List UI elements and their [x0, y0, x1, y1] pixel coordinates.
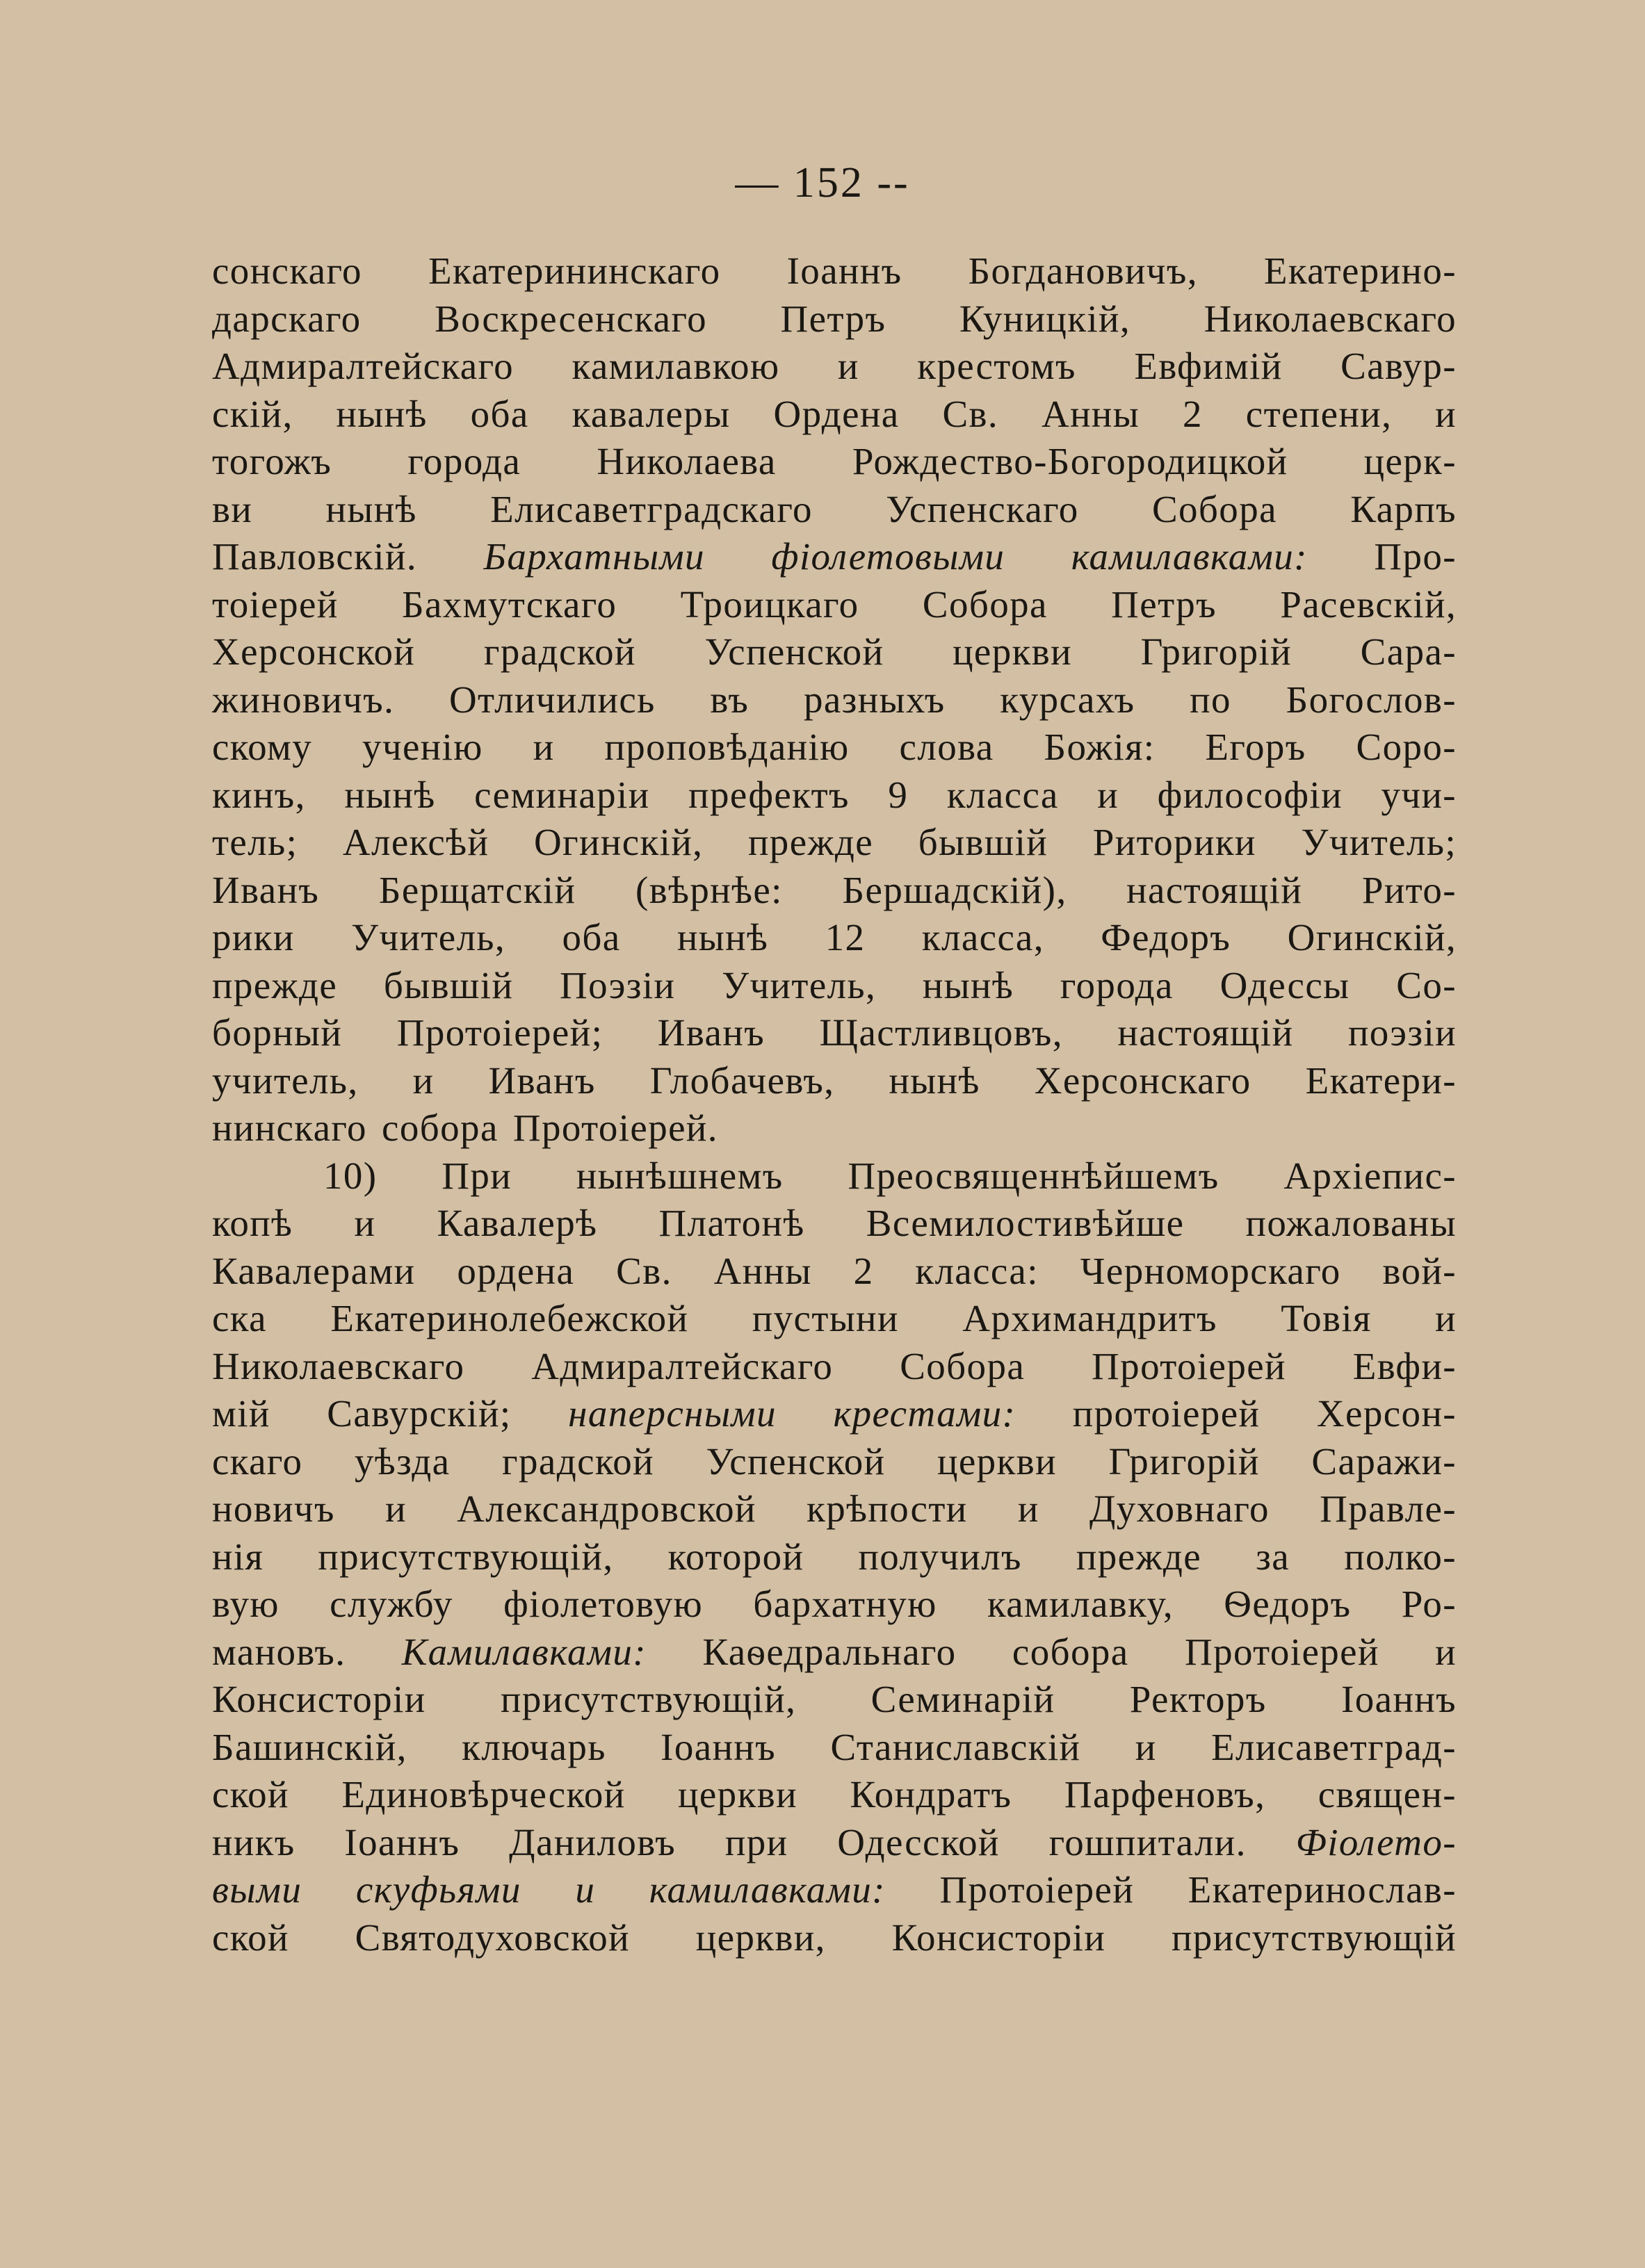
text-line: [212, 867, 1457, 915]
line-text: скій, нынѣ оба кавалеры Ордена Св. Анны 2 степени, и: [212, 392, 1457, 435]
text-line: [212, 438, 1457, 486]
line-text: тель; Алексѣй Огинскій, прежде бывшій Риторики Учитель;: [212, 821, 1457, 863]
text-line: [212, 1438, 1457, 1486]
text-line: [212, 343, 1457, 391]
line-text: Иванъ Берщатскій (вѣрнѣе: Бершадскій), настоящій Рито-: [212, 868, 1457, 911]
line-text: борный Протоіерей; Иванъ Щастливцовъ, настоящій поэзіи: [212, 1011, 1457, 1054]
line-text: скому ученію и проповѣданію слова Божія: Егоръ Соро-: [212, 726, 1457, 768]
line-text: рики Учитель, оба нынѣ 12 класса, Федоръ Огинскій,: [212, 916, 1457, 958]
text-line: [212, 533, 1457, 581]
page-number: — 152 --: [735, 159, 910, 206]
text-line: [212, 1343, 1457, 1391]
text-line: [212, 486, 1457, 534]
text-line: [212, 772, 1457, 819]
line-text: Херсонской градской Успенской церкви Григорій Сара-: [212, 630, 1457, 673]
line-text: Адмиралтейскаго камилавкою и крестомъ Евфимій Савур-: [212, 345, 1457, 387]
text-line: [212, 676, 1457, 724]
text-line: [212, 1724, 1457, 1772]
line-text: дарскаго Воскресенскаго Петръ Куницкій, Николаевскаго: [212, 297, 1457, 340]
text-line: [212, 628, 1457, 676]
text-line: [212, 1629, 1457, 1676]
text-line: [212, 1581, 1457, 1629]
line-text: Башинскій, ключарь Іоаннъ Станиславскій и Елисаветград-: [212, 1725, 1457, 1768]
text-line: [212, 1485, 1457, 1533]
text-line: [212, 1676, 1457, 1724]
line-text: Кавалерами ордена Св. Анны 2 класса: Черноморскаго вой-: [212, 1249, 1457, 1292]
text-line: [212, 1771, 1457, 1819]
line-text: прежде бывшій Поэзіи Учитель, нынѣ города Одессы Со-: [212, 963, 1457, 1006]
line-text: никъ Іоаннъ Даниловъ при Одесской гошпитали.: [212, 1820, 1296, 1863]
text-line: [212, 581, 1457, 629]
line-text: нія присутствующій, которой получилъ прежде за полко-: [212, 1535, 1457, 1578]
text-line: [212, 914, 1457, 962]
text-line: [212, 1914, 1457, 1962]
line-text: кинъ, нынѣ семинаріи префектъ 9 класса и философіи учи-: [212, 773, 1457, 816]
line-text: новичъ и Александровской крѣпости и Духовнаго Правле-: [212, 1487, 1457, 1530]
line-text: жиновичъ. Отличились въ разныхъ курсахъ по Богослов-: [212, 678, 1457, 721]
line-text: мій Савурскій;: [212, 1392, 569, 1435]
line-text: ской Единовѣрческой церкви Кондратъ Парфеновъ, священ-: [212, 1773, 1457, 1816]
line-text: нинскаго собора Протоіерей.: [212, 1107, 718, 1149]
paragraph-2: [212, 1152, 1457, 1962]
text-line: [212, 724, 1457, 772]
paragraph-1: [212, 247, 1457, 1152]
line-text: протоіерей Херсон-: [1016, 1392, 1457, 1435]
text-line: [212, 962, 1457, 1010]
line-text: ви нынѣ Елисаветградскаго Успенскаго Собора Карпъ: [212, 487, 1457, 530]
line-text: Николаевскаго Адмиралтейскаго Собора Протоіерей Евфи-: [212, 1344, 1457, 1387]
line-text: Павловскій.: [212, 535, 484, 578]
italic-heading-text: Камилавками:: [401, 1630, 647, 1673]
text-line: [212, 247, 1457, 295]
line-text: Каѳедральнаго собора Протоіерей и: [646, 1630, 1457, 1673]
text-line: [212, 1248, 1457, 1296]
text-line: [212, 1104, 1457, 1152]
text-line: [212, 295, 1457, 343]
line-text: 10) При нынѣшнемъ Преосвященнѣйшемъ Архіепис-: [323, 1154, 1457, 1197]
italic-heading-text: наперсными крестами:: [568, 1392, 1016, 1435]
text-line: [212, 1009, 1457, 1057]
text-line: [212, 819, 1457, 867]
line-text: ской Святодуховской церкви, Консисторіи присутствующій: [212, 1916, 1457, 1959]
line-text: тоіерей Бахмутскаго Троицкаго Собора Петръ Расевскій,: [212, 582, 1457, 626]
line-text: учитель, и Иванъ Глобачевъ, нынѣ Херсонскаго Екатери-: [212, 1059, 1457, 1102]
line-text: сонскаго Екатерининскаго Іоаннъ Богдановичъ, Екатерино-: [212, 250, 1457, 292]
line-text: тогожъ города Николаева Рождество-Богородицкой церк-: [212, 440, 1457, 482]
italic-heading-text: Фіолето-: [1295, 1820, 1457, 1863]
line-text: Про-: [1307, 535, 1457, 578]
line-text: Протоіерей Екатеринослав-: [885, 1868, 1457, 1911]
line-text: скаго уѣзда градской Успенской церкви Григорій Саражи-: [212, 1439, 1457, 1483]
text-line: [212, 1152, 1457, 1200]
body-text: [212, 247, 1457, 1961]
italic-heading-text: выми скуфьями и камилавками:: [212, 1868, 886, 1911]
text-line: [212, 1866, 1457, 1914]
text-line: [212, 1533, 1457, 1581]
line-text: вую службу фіолетовую бархатную камилавку, Ѳедоръ Ро-: [212, 1583, 1457, 1625]
text-line: [212, 391, 1457, 439]
line-text: Консисторіи присутствующій, Семинарій Ректоръ Іоаннъ: [212, 1678, 1457, 1720]
text-line: [212, 1819, 1457, 1867]
text-line: [212, 1200, 1457, 1248]
line-text: копѣ и Кавалерѣ Платонѣ Всемилостивѣйше пожалованы: [212, 1202, 1457, 1244]
line-text: ска Екатеринолебежской пустыни Архимандритъ Товія и: [212, 1297, 1457, 1339]
text-line: [212, 1390, 1457, 1438]
text-line: [212, 1295, 1457, 1343]
italic-heading-text: Бархатными фіолетовыми камилавками:: [483, 535, 1308, 578]
text-line: [212, 1057, 1457, 1105]
line-text: мановъ.: [212, 1630, 402, 1673]
